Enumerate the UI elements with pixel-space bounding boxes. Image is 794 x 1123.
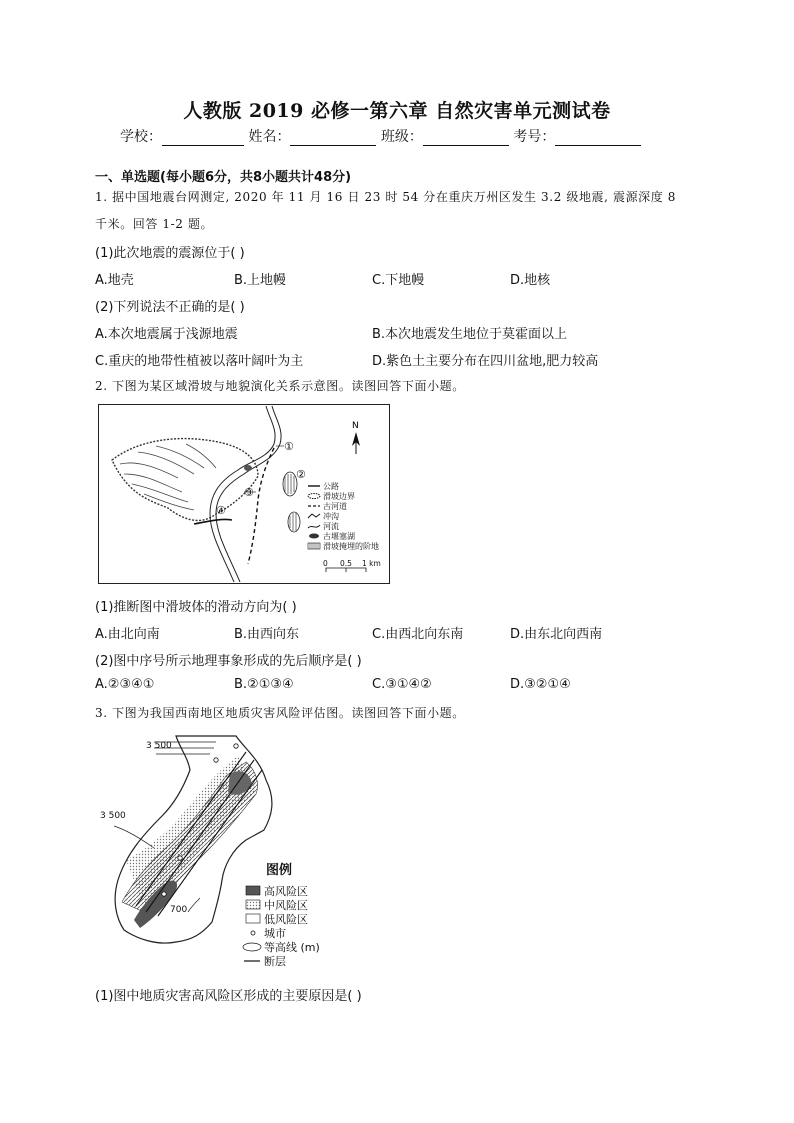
q2-sub1-option-c[interactable]: C.由西北向东南 bbox=[372, 627, 464, 642]
q1-sub1-option-c[interactable]: C.下地幔 bbox=[372, 273, 425, 288]
landslide-map bbox=[98, 404, 390, 584]
legend-buried-terrace: 滑坡掩埋的阶地 bbox=[323, 542, 379, 551]
school-label: 学校： bbox=[120, 129, 162, 145]
marker-3: ③ bbox=[244, 486, 254, 499]
svg-text:0: 0 bbox=[323, 559, 328, 568]
q1-sub2-option-c[interactable]: C.重庆的地带性植被以落叶阔叶为主 bbox=[95, 354, 304, 369]
q2-sub1-option-d[interactable]: D.由东北向西南 bbox=[510, 627, 603, 642]
legend-high-risk: 高风险区 bbox=[264, 885, 308, 898]
q2-sub2-option-a[interactable]: A.②③④① bbox=[95, 677, 155, 692]
legend-gully: 冲沟 bbox=[323, 512, 339, 521]
svg-text:N: N bbox=[352, 421, 359, 431]
contour-label-left: 3 500 bbox=[100, 811, 126, 821]
number-label: 考号： bbox=[513, 129, 556, 145]
q1-sub2-option-d[interactable]: D.紫色土主要分布在四川盆地,肥力较高 bbox=[372, 354, 599, 369]
q2-sub1-option-a[interactable]: A.由北向南 bbox=[95, 627, 160, 642]
q1-sub1: (1)此次地震的震源位于( ) bbox=[95, 246, 245, 261]
marker-2: ② bbox=[296, 468, 306, 481]
q2-sub2: (2)图中序号所示地理事象形成的先后顺序是( ) bbox=[95, 654, 362, 669]
legend-river: 河流 bbox=[323, 522, 339, 531]
legend-dammed-lake: 古堰塞湖 bbox=[323, 532, 355, 541]
name-label: 姓名： bbox=[248, 129, 291, 145]
risk-assessment-map bbox=[96, 730, 346, 978]
contour-label-bottom: 700 bbox=[170, 905, 188, 915]
q2-sub2-option-d[interactable]: D.③②①④ bbox=[510, 677, 571, 692]
school-blank[interactable] bbox=[162, 131, 244, 146]
legend-mid-risk: 中风险区 bbox=[264, 899, 308, 912]
q1-sub2-option-b[interactable]: B.本次地震发生地位于莫霍面以上 bbox=[372, 327, 568, 342]
legend-road: 公路 bbox=[323, 482, 339, 491]
q2-sub1: (1)推断图中滑坡体的滑动方向为( ) bbox=[95, 600, 297, 615]
legend-low-risk: 低风险区 bbox=[264, 913, 308, 926]
q3-sub1: (1)图中地质灾害高风险区形成的主要原因是( ) bbox=[95, 989, 362, 1004]
dammed-lake bbox=[244, 465, 252, 471]
q2-sub2-option-c[interactable]: C.③①④② bbox=[372, 677, 432, 692]
legend-contour: 等高线 (m) bbox=[264, 941, 320, 954]
contour-label-top: 3 500 bbox=[146, 741, 172, 751]
q1-sub2-option-a[interactable]: A.本次地震属于浅源地震 bbox=[95, 327, 238, 342]
legend-city: 城市 bbox=[264, 927, 286, 940]
marker-1: ① bbox=[284, 440, 294, 453]
legend-boundary: 滑坡边界 bbox=[323, 492, 355, 501]
q1-stem-line2: 千米。回答 1-2 题。 bbox=[95, 217, 214, 231]
q2-stem: 2. 下图为某区域滑坡与地貌演化关系示意图。读图回答下面小题。 bbox=[95, 379, 465, 393]
legend-paleo-channel: 古河道 bbox=[323, 502, 347, 511]
legend-title: 图例 bbox=[266, 863, 293, 878]
q2-sub2-option-b[interactable]: B.②①③④ bbox=[234, 677, 294, 692]
q1-sub1-option-b[interactable]: B.上地幔 bbox=[234, 273, 287, 288]
q1-sub2: (2)下列说法不正确的是( ) bbox=[95, 300, 245, 315]
risk-map-legend bbox=[243, 862, 320, 968]
class-blank[interactable] bbox=[423, 131, 509, 146]
class-label: 班级： bbox=[380, 129, 423, 145]
q1-sub1-option-a[interactable]: A.地壳 bbox=[95, 273, 134, 288]
section-heading: 一、单选题(每小题6分，共8小题共计48分) bbox=[95, 170, 352, 185]
student-info-row bbox=[120, 126, 680, 146]
marker-4: ④ bbox=[216, 504, 226, 517]
svg-text:1 km: 1 km bbox=[362, 559, 381, 568]
name-blank[interactable] bbox=[290, 131, 376, 146]
number-blank[interactable] bbox=[555, 131, 641, 146]
q1-stem-line1: 1. 据中国地震台网测定, 2020 年 11 月 16 日 23 时 54 分在重庆万州区发生 3.2 级地震, 震源深度 8 bbox=[95, 190, 677, 204]
page-title: 人教版 2019 必修一第六章 自然灾害单元测试卷 bbox=[183, 100, 611, 122]
q3-stem: 3. 下图为我国西南地区地质灾害风险评估图。读图回答下面小题。 bbox=[95, 706, 465, 720]
legend-fault: 断层 bbox=[264, 955, 286, 968]
q2-sub1-option-b[interactable]: B.由西向东 bbox=[234, 627, 300, 642]
svg-text:0.5: 0.5 bbox=[340, 559, 352, 568]
q1-sub1-option-d[interactable]: D.地核 bbox=[510, 273, 551, 288]
